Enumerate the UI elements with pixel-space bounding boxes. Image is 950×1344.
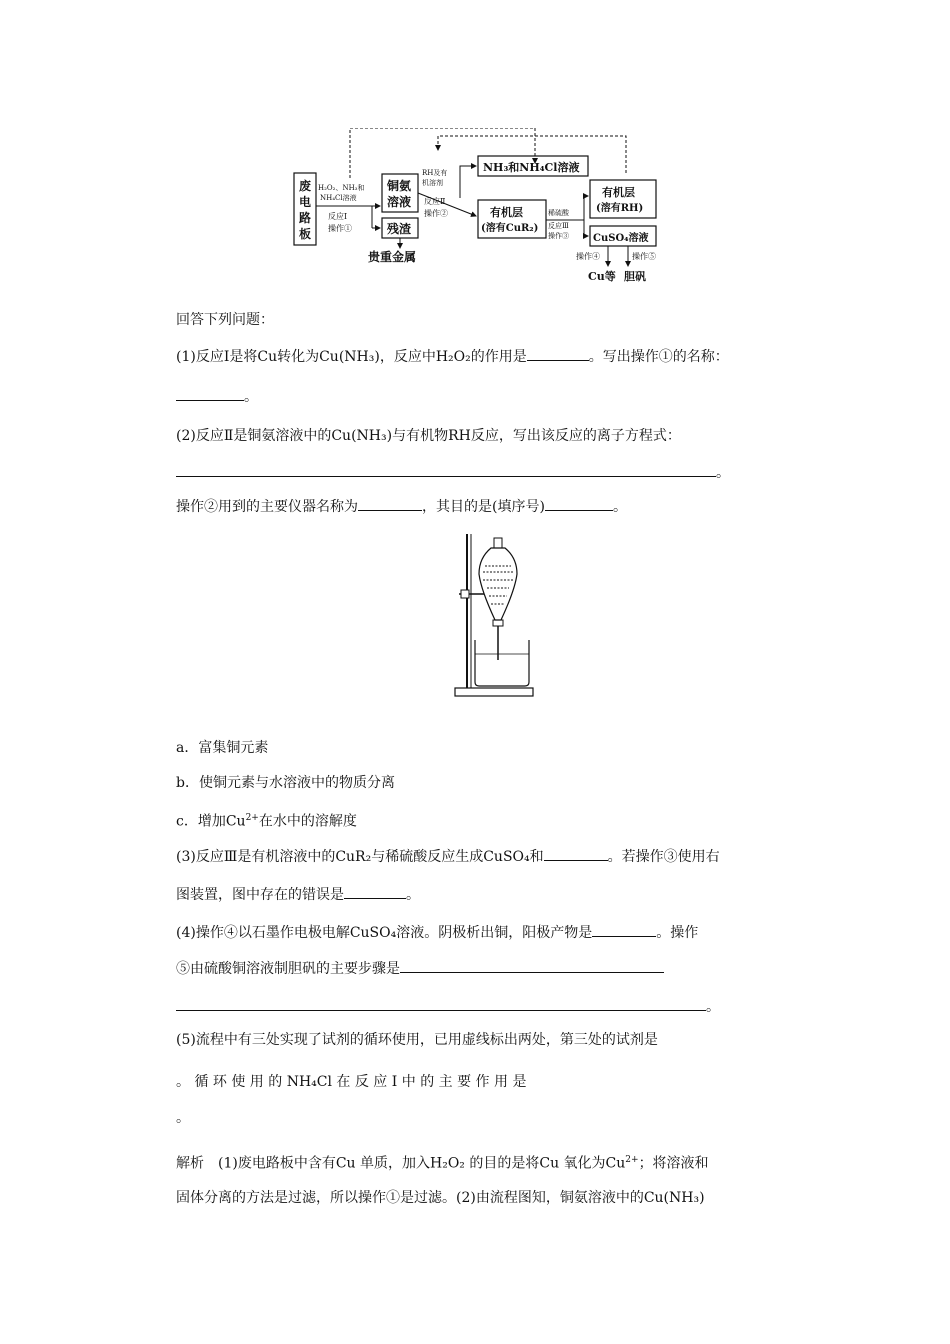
answer-blank[interactable] — [592, 922, 656, 937]
product-cu: Cu等 — [588, 270, 616, 283]
analysis-line: 解析 (1)废电路板中含有Cu 单质，加入H₂O₂ 的目的是将Cu 氧化为$Cu^{2+}$；将溶液和 — [176, 1155, 709, 1172]
step-2a: 反应Ⅱ — [424, 197, 446, 206]
step-1b: 操作① — [328, 224, 352, 233]
product-blue-vitriol: 胆矾 — [624, 270, 646, 283]
reagent-2b: 机溶剂 — [422, 179, 443, 187]
feed-char: 路 — [299, 211, 312, 225]
question-2-line-3: 操作②用到的主要仪器名称为 ，其目的是(填序号) 。 — [176, 496, 627, 517]
step-3b: 操作③ — [548, 232, 569, 240]
reagent-2a: RH及有 — [422, 169, 448, 177]
question-2-line-2: 。 — [176, 462, 730, 483]
question-3-line: (3)反应Ⅲ是有机溶液中的CuR₂与稀硫酸反应生成CuSO₄和 。若操作③使用右 — [176, 846, 720, 867]
step-5: 操作⑤ — [632, 252, 656, 261]
step-3a: 反应Ⅲ — [548, 222, 569, 230]
question-4-line: (4)操作④以石墨作电极电解CuSO₄溶液。阴极析出铜，阳极产物是 。操作 — [176, 922, 698, 943]
reagent-1b: NH₄Cl溶液 — [320, 194, 357, 202]
step-4: 操作④ — [576, 252, 600, 261]
answer-blank[interactable] — [176, 462, 716, 477]
nh3-nh4cl-label: NH₃和NH₄Cl溶液 — [483, 161, 580, 174]
organic-rh-label: (溶有RH) — [596, 203, 644, 214]
answer-blank[interactable] — [358, 496, 422, 511]
feed-char: 板 — [299, 227, 312, 241]
answer-blank[interactable] — [344, 884, 406, 899]
separatory-funnel-apparatus — [445, 530, 545, 705]
reagent-3: 稀硫酸 — [548, 209, 569, 217]
cu-ammonia-label: 溶液 — [387, 195, 412, 209]
residue-label: 残渣 — [387, 222, 412, 236]
question-4-line-2: ⑤由硫酸铜溶液制胆矾的主要步骤是 — [176, 958, 664, 979]
answer-blank[interactable] — [400, 958, 664, 973]
question-5-line: (5)流程中有三处实现了试剂的循环使用，已用虚线标出两处，第三处的试剂是 — [176, 1032, 658, 1048]
question-1-line: (1)反应Ⅰ是将Cu转化为Cu(NH₃)，反应中H₂O₂的作用是 。写出操作①的名称： — [176, 346, 729, 367]
question-1-line-2: 。 — [176, 386, 258, 407]
feed-char: 电 — [299, 195, 312, 209]
answer-blank[interactable] — [527, 346, 589, 361]
question-5-line-2: 。 循 环 使 用 的 NH₄Cl 在 反 应 Ⅰ 中 的 主 要 作 用 是 — [176, 1074, 527, 1090]
reagent-1a: H₂O₂、NH₃和 — [318, 184, 365, 192]
cu-ammonia-label: 铜氨 — [387, 179, 412, 193]
intro-line: 回答下列问题： — [176, 312, 274, 328]
option-c: c．增加$Cu^{2+}$在水中的溶解度 — [176, 813, 357, 830]
answer-blank[interactable] — [176, 386, 244, 401]
answer-blank[interactable] — [176, 996, 706, 1011]
organic-cur2-label: (溶有CuR₂) — [481, 223, 539, 234]
organic-cur2-label: 有机层 — [490, 206, 523, 219]
precious-metal-label: 贵重金属 — [368, 250, 417, 264]
option-b: b．使铜元素与水溶液中的物质分离 — [176, 775, 395, 791]
step-2b: 操作② — [424, 209, 448, 218]
feed-char: 废 — [299, 179, 312, 193]
option-a: a．富集铜元素 — [176, 740, 269, 756]
question-3-line-2: 图装置，图中存在的错误是 。 — [176, 884, 420, 905]
answer-blank[interactable] — [544, 846, 608, 861]
question-5-line-3: 。 — [176, 1110, 190, 1126]
process-flowchart — [290, 128, 670, 288]
answer-blank[interactable] — [545, 496, 613, 511]
analysis-line-2: 固体分离的方法是过滤，所以操作①是过滤。(2)由流程图知，铜氨溶液中的Cu(NH₃) — [176, 1190, 705, 1206]
question-2-line: (2)反应Ⅱ是铜氨溶液中的Cu(NH₃)与有机物RH反应，写出该反应的离子方程式： — [176, 428, 681, 444]
cuso4-label: CuSO₄溶液 — [593, 233, 649, 244]
question-4-line-3: 。 — [176, 996, 720, 1017]
step-1a: 反应Ⅰ — [328, 212, 348, 221]
organic-rh-label: 有机层 — [602, 186, 635, 199]
